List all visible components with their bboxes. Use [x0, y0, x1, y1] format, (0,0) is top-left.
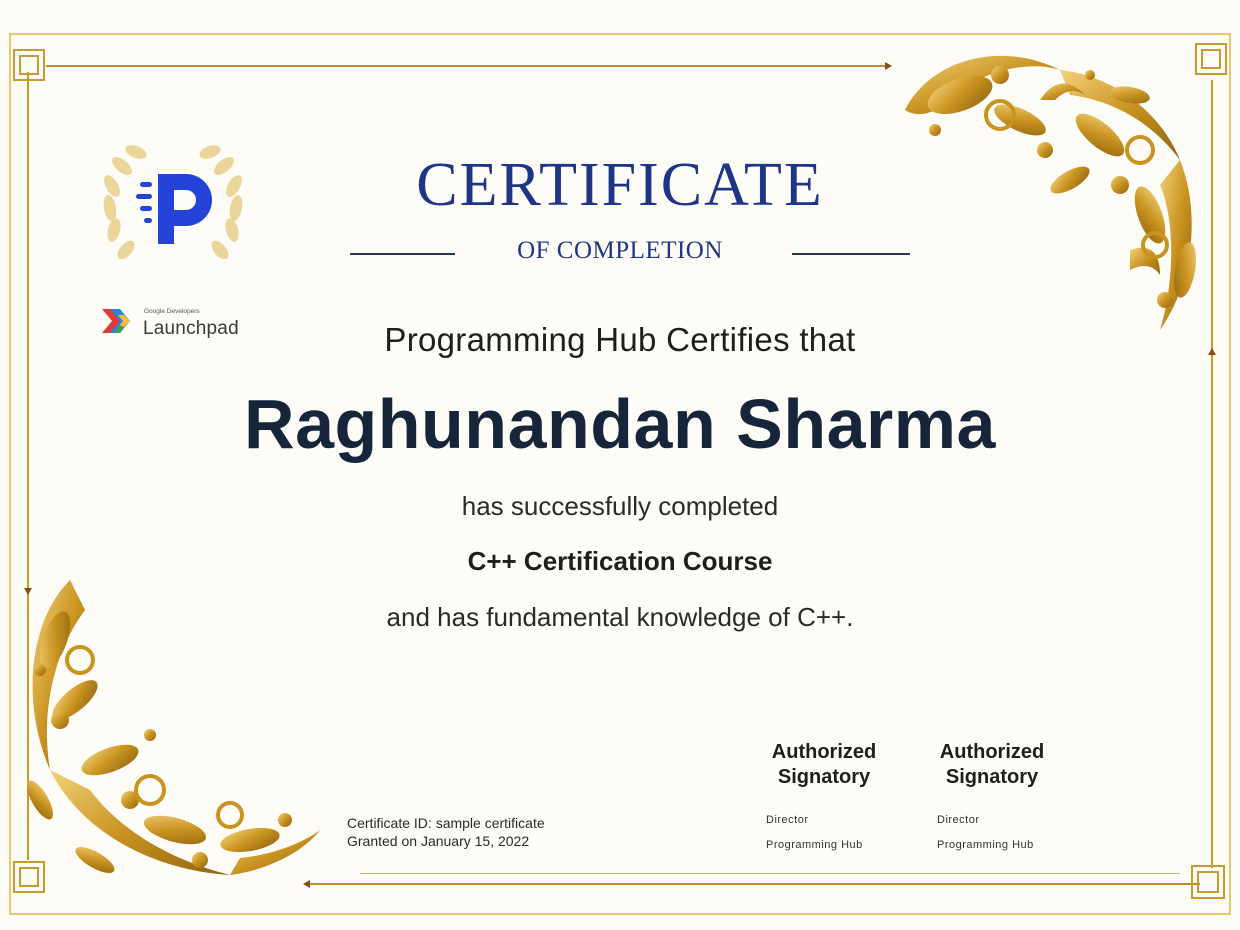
certificate-subtitle: OF COMPLETION	[517, 237, 723, 264]
floral-ornament-top-right	[905, 56, 1200, 330]
recipient-name: Raghunandan Sharma	[244, 385, 996, 463]
completion-line: has successfully completed	[461, 491, 779, 521]
signatory-1-role: Director	[766, 814, 809, 826]
signatory-1	[744, 740, 904, 790]
course-name: C++ Certification Course	[467, 546, 773, 576]
signatory-title-line1: Authorized	[939, 741, 1045, 763]
signatory-title-line2: Signatory	[777, 766, 871, 788]
signatory-1-org: Programming Hub	[766, 839, 863, 851]
certificate-title: CERTIFICATE	[416, 151, 824, 219]
knowledge-line: and has fundamental knowledge of C++.	[386, 602, 854, 632]
footer-divider	[360, 873, 1180, 874]
p-logo-icon	[136, 174, 212, 244]
subtitle-divider-right	[792, 253, 910, 255]
certificate-id: Certificate ID: sample certificate	[347, 815, 545, 831]
signatory-2-org: Programming Hub	[937, 839, 1034, 851]
certifies-line: Programming Hub Certifies that	[384, 321, 856, 358]
laurel-wreath-icon	[88, 138, 258, 278]
signatory-2-role: Director	[937, 814, 980, 826]
corner-square-bottom-right	[1192, 866, 1224, 898]
signatory-title-line1: Authorized	[771, 741, 877, 763]
corner-square-top-right	[1196, 44, 1226, 74]
programming-hub-logo	[88, 138, 258, 278]
signatory-2	[912, 740, 1072, 790]
granted-date: Granted on January 15, 2022	[347, 833, 530, 849]
corner-square-bottom-left	[14, 862, 44, 892]
launchpad-name: Launchpad	[143, 318, 239, 339]
launchpad-google-developers-text: Google Developers	[144, 308, 200, 315]
signatory-title-line2: Signatory	[945, 766, 1039, 788]
launchpad-chevron-icon	[100, 307, 140, 335]
